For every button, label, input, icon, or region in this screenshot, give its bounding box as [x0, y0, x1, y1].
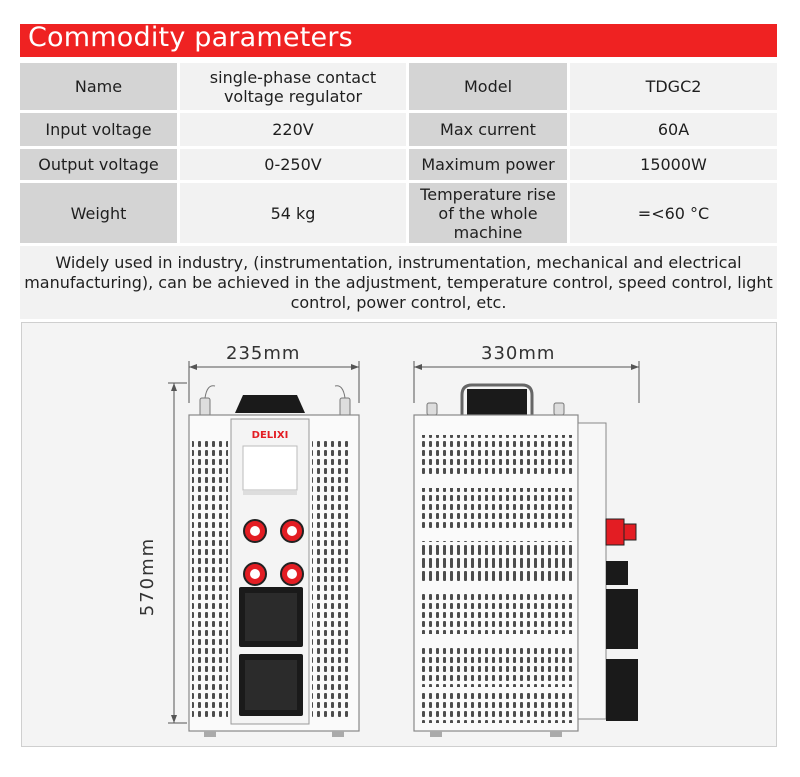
weight-key: Weight [20, 183, 177, 243]
regulator-illustration [22, 323, 776, 746]
description-text: Widely used in industry, (instrumentation, instrumentation, mechanical and electrical manufacturing), can be achieved in the adjustment, temperature control, speed control, light control, power control, etc. [20, 246, 777, 319]
max-current-key: Max current [409, 113, 567, 146]
front-width-label: 235mm [226, 343, 301, 364]
model-value: TDGC2 [570, 63, 777, 110]
max-current-value: 60A [570, 113, 777, 146]
height-label: 570mm [137, 536, 159, 617]
output-voltage-value: 0-250V [180, 149, 406, 180]
spec-table [20, 63, 777, 319]
model-key: Model [409, 63, 567, 110]
max-power-key: Maximum power [409, 149, 567, 180]
weight-value: 54 kg [180, 183, 406, 243]
name-key: Name [20, 63, 177, 110]
max-power-value: 15000W [570, 149, 777, 180]
header-banner [20, 24, 777, 57]
temp-rise-value: =<60 °C [570, 183, 777, 243]
side-view [414, 385, 638, 737]
input-voltage-value: 220V [180, 113, 406, 146]
input-voltage-key: Input voltage [20, 113, 177, 146]
front-view [189, 386, 359, 737]
page-title: Commodity parameters [28, 22, 353, 53]
temp-rise-key: Temperature rise of the whole machine [409, 183, 567, 243]
output-voltage-key: Output voltage [20, 149, 177, 180]
brand-logo: DELIXI [251, 430, 289, 441]
name-value: single-phase contact voltage regulator [180, 63, 406, 110]
side-width-label: 330mm [481, 343, 556, 364]
dimension-drawing [21, 322, 777, 747]
